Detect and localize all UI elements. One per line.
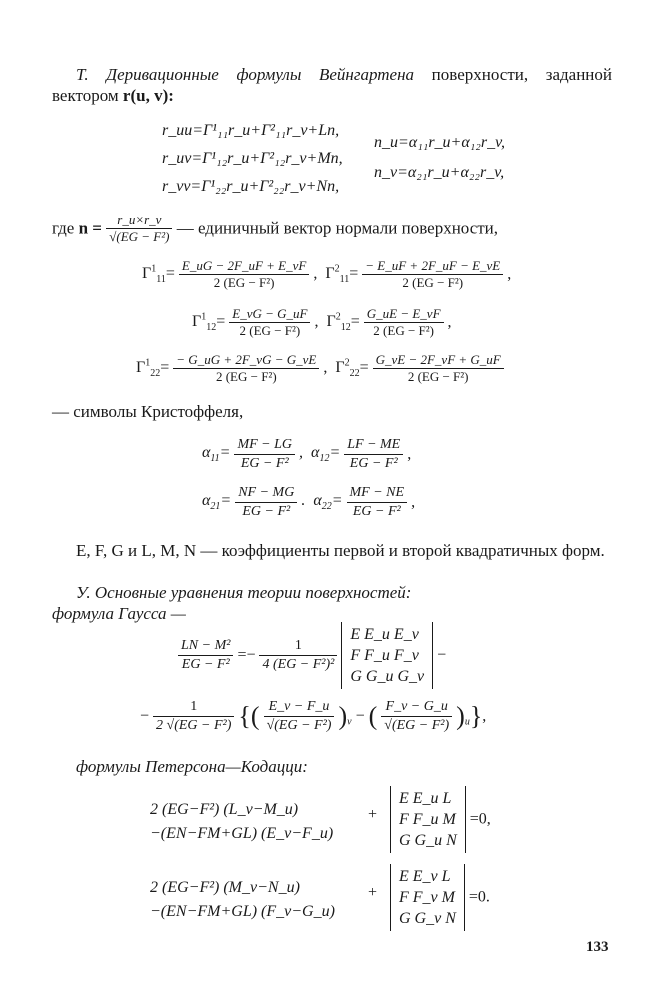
gauss-coefficient-fraction: $\frac{1}{\text{4 (EG − F²)²}}$ xyxy=(259,637,337,674)
section-t-text: поверхности, заданной вектором xyxy=(52,65,612,105)
formula-n-v: n_v=α₂₁r_u+α₂₂r_v, xyxy=(374,164,505,181)
page-number: 133 xyxy=(586,939,609,955)
gamma-2-12-fraction: $\frac{G\_uE - E\_vF}{\text{2 (EG − F²)}}$ xyxy=(364,306,444,339)
alpha-11-fraction: $\frac{MF - LG}{\text{EG − F²}}$ xyxy=(234,436,295,473)
peterson-eq-1-lhs: 2 (EG−F²) (L_v−M_u) −(EN−FM+GL) (E_v−F_u) xyxy=(150,801,334,842)
gauss-determinant: E E_u E_v F F_u F_v G G_u G_v xyxy=(341,622,433,689)
christoffel-row-1: $\Gamma^1_{11}=$ $\frac{E\_uG - 2F\_uF + E\_vF}{\text{2 (EG − F²)}}$ , $\Gamma^2_{11}=$ $\frac{- E\_uF + 2F\_uF - E\_vE}{\text{2 (EG − F²)}}$ , xyxy=(142,258,512,290)
christoffel-caption: — символы Кристоффеля, xyxy=(52,402,244,421)
alpha-22-fraction: $\frac{MF - NE}{\text{EG − F²}}$ xyxy=(347,484,408,521)
normal-text: — единичный вектор нормали поверхности, xyxy=(176,218,499,238)
normal-fraction xyxy=(106,212,172,245)
section-u-paragraph xyxy=(52,582,612,603)
christoffel-row-3: $\Gamma^1_{22}=$ $\frac{- G\_uG + 2F\_vG - G\_vE}{\text{2 (EG − F²)}}$ , $\Gamma^2_{22}=$ $\frac{G\_vE - 2F\_vF + G\_uF}{\text{2 (EG − F²)}}$ xyxy=(136,352,504,385)
formula-r-vv: r_vv=Γ¹₂₂r_u+Γ²₂₂r_v+Nn, xyxy=(162,178,340,195)
alpha-21-fraction: $\frac{NF - MG}{\text{EG − F²}}$ xyxy=(235,484,297,521)
peterson-determinant-2: E E_v L F F_v M G G_v N xyxy=(390,864,465,931)
alpha-row-2: $\alpha_{21}=$ $\frac{NF - MG}{\text{EG − F²}}$ . $\alpha_{22}=$ $\frac{MF - NE}{\text{EG − F²}}$ , xyxy=(202,485,416,519)
normal-where: где xyxy=(52,218,75,238)
normal-numerator: r_u×r_v xyxy=(106,212,172,229)
peterson-heading: формулы Петерсона—Кодацци: xyxy=(76,757,308,776)
peterson-eq-2-lhs: 2 (EG−F²) (M_v−N_u) −(EN−FM+GL) (F_v−G_u) xyxy=(150,879,335,920)
coefficients-paragraph: E, F, G и L, M, N — коэффициенты первой и второй квадратичных форм. xyxy=(76,541,605,560)
section-t-vector: r(u, v): xyxy=(122,86,174,105)
alpha-12-fraction: $\frac{LF - ME}{\text{EG − F²}}$ xyxy=(344,436,403,473)
gamma-1-11-fraction: $\frac{E\_uG - 2F\_uF + E\_vF}{\text{2 (EG − F²)}}$ xyxy=(179,258,309,291)
gauss-second-coefficient: $\frac{1}{\text{2 √(EG − F²)}}$ xyxy=(153,698,234,735)
gauss-term-1: $\frac{E\_v - F\_u}{\text{√(EG − F²)}}$ xyxy=(264,698,335,735)
peterson-determinant-1: E E_u L F F_u M G G_u N xyxy=(390,786,466,853)
section-u-title: Основные уравнения теории поверхностей: xyxy=(94,583,412,602)
christoffel-row-2: $\Gamma^1_{12}=$ $\frac{E\_vG - G\_uF}{\text{2 (EG − F²)}}$ , $\Gamma^2_{12}=$ $\frac{G\_uE - E\_vF}{\text{2 (EG − F²)}}$ , xyxy=(192,306,452,338)
gauss-lhs-fraction: $\frac{\text{LN − M²}}{\text{EG − F²}}$ xyxy=(178,637,233,674)
normal-lhs: n = xyxy=(78,218,102,238)
peterson-eq-1-rhs: E E_u L F F_u M G G_u N =0, xyxy=(390,786,491,853)
gauss-formula-line-2: − $\frac{1}{\text{2 √(EG − F²)}}$ {( $\frac{E\_v - F\_u}{\text{√(EG − F²)}}$ )$_v$ − ( $\frac{F\_v - G\_u}{\text{√(EG − F²)}}$ )$_u$}, xyxy=(140,699,487,733)
peterson-eq-1-plus: + xyxy=(368,806,378,823)
alpha-row-1: $\alpha_{11}=$ $\frac{MF - LG}{\text{EG − F²}}$ , $\alpha_{12}=$ $\frac{LF - ME}{\text{EG − F²}}$ , xyxy=(202,437,412,471)
section-t-label: Т. xyxy=(76,65,89,84)
peterson-eq-2-rhs: E E_v L F F_v M G G_v N =0. xyxy=(390,864,490,931)
formula-n-u: n_u=α₁₁r_u+α₁₂r_v, xyxy=(374,134,506,151)
formula-r-uu: r_uu=Γ¹₁₁r_u+Γ²₁₁r_v+Ln, xyxy=(162,122,340,139)
gamma-2-11-fraction: $\frac{- E\_uF + 2F\_uF - E\_vE}{\text{2 (EG − F²)}}$ xyxy=(362,258,503,291)
gamma-1-22-fraction: $\frac{- G\_uG + 2F\_vG - G\_vE}{\text{2 (EG − F²)}}$ xyxy=(173,352,319,385)
gamma-1-12-fraction: $\frac{E\_vG - G\_uF}{\text{2 (EG − F²)}}$ xyxy=(229,306,310,339)
section-t-paragraph xyxy=(52,64,612,106)
gauss-term-2: $\frac{F\_v - G\_u}{\text{√(EG − F²)}}$ xyxy=(381,698,452,735)
formula-r-uv: r_uv=Γ¹₁₂r_u+Γ²₁₂r_v+Mn, xyxy=(162,150,343,167)
peterson-eq-2-plus: + xyxy=(368,884,378,901)
gamma-2-22-fraction: $\frac{G\_vE - 2F\_vF + G\_uF}{\text{2 (EG − F²)}}$ xyxy=(373,352,504,385)
section-u-label: У. xyxy=(76,583,91,602)
normal-line xyxy=(52,212,498,245)
normal-denominator: √(EG − F²) xyxy=(109,229,170,244)
section-t-title: Деривационные формулы Вейнгартена xyxy=(106,65,415,84)
gauss-formula-line-1: $\frac{\text{LN − M²}}{\text{EG − F²}}$ =− $\frac{1}{\text{4 (EG − F²)²}}$ E E_u E_v F F_u F_v G G_u G_v − xyxy=(178,622,446,689)
gauss-heading: формула Гаусса — xyxy=(52,604,186,623)
